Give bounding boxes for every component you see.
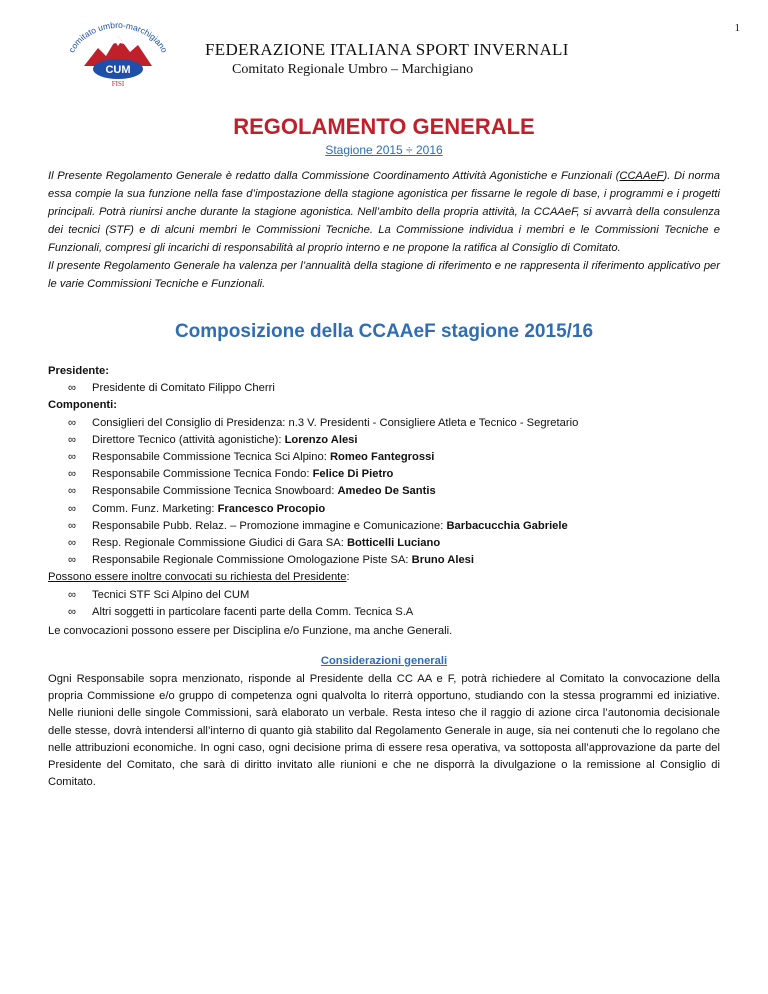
logo-subtext: FISI [111, 80, 125, 88]
considerazioni-body: Ogni Responsabile sopra menzionato, risponde al Presidente della CC AA e F, potrà richiedere al Comitato la convocazione della propria Commissione e/o gruppo di competenza ogni qualvolta lo riterrà opportuno, studiando con la stessa programmi ed iniziative. Nelle riunioni delle singole Commissioni, sarà elaborato un verbale. Resta inteso che il raggio di azione circa l’autonomia decisionale delle stesse, dovrà intendersi all’interno di quanto già stabilito dal Regolamento Generale in auge, sia nei contenuti che lo regolano che nelle attribuzioni economiche. In ogni caso, ogni decisione prima di essere resa operativa, va sottoposta all’approvazione da parte del Presidente del Comitato, che sarà di diritto invitato alle riunioni e che ne disporrà la divulgazione o la remissione al Consiglio di Comitato. [48, 673, 720, 789]
list-item-text: Responsabile Commissione Tecnica Snowboard: [92, 485, 338, 498]
list-item [48, 535, 728, 552]
bullet-icon: ∞ [68, 416, 76, 429]
list-item-text: Comm. Funz. Marketing: [92, 502, 218, 515]
list-item-name: Barbacucchia Gabriele [446, 519, 568, 532]
bullet-icon: ∞ [68, 554, 76, 567]
list-item-text: Responsabile Pubb. Relaz. – Promozione immagine e Comunicazione: [92, 519, 447, 532]
list-item [48, 380, 728, 397]
invitati-items [48, 587, 728, 621]
componenti-label: Componenti: [48, 399, 117, 412]
ccaaef-link[interactable]: CCAAeF [619, 170, 664, 182]
invitati-label: Possono essere inoltre convocati su richiesta del Presidente: [48, 571, 350, 584]
componenti-items [48, 415, 728, 570]
list-item [48, 587, 728, 604]
list-item-text: Consiglieri del Consiglio di Presidenza: n.3 V. Presidenti - Consigliere Atleta e Tecnico - Segretario [92, 416, 579, 429]
considerazioni-title: Considerazioni generali [320, 655, 448, 667]
list-item-text: Direttore Tecnico (attività agonistiche): [92, 433, 285, 446]
presidente-items [48, 380, 728, 397]
list-item [48, 415, 728, 432]
bullet-icon: ∞ [68, 605, 76, 618]
presidente-label: Presidente: [48, 365, 109, 377]
list-item [48, 518, 728, 535]
list-item-text: Tecnici STF Sci Alpino del CUM [92, 588, 250, 601]
list-item-name: Francesco Procopio [217, 502, 326, 515]
list-item-text: Responsabile Commissione Tecnica Fondo: [92, 468, 313, 481]
logo-mark: CUM [105, 64, 131, 76]
org-title: FEDERAZIONE ITALIANA SPORT INVERNALI [205, 40, 569, 59]
list-item [48, 552, 728, 569]
convocazioni-text: Le convocazioni possono essere per Disciplina e/o Funzione, ma anche Generali. [48, 625, 453, 637]
cum-logo [56, 18, 180, 90]
list-item-text: Altri soggetti in particolare facenti parte della Comm. Tecnica S.A [92, 605, 414, 618]
intro-paragraph-2: Il presente Regolamento Generale ha valenza per l’annualità della stagione di riferimento e ne rappresenta il riferimento applicativo per le varie Commissioni Tecniche e Funzionali. [48, 260, 720, 290]
bullet-icon: ∞ [68, 519, 76, 532]
bullet-icon: ∞ [68, 588, 76, 601]
document-title: REGOLAMENTO GENERALE [233, 114, 535, 139]
season-label: Stagione 2015 ÷ 2016 [325, 143, 443, 157]
list-item-name: Amedeo De Santis [337, 485, 436, 498]
intro-text [48, 167, 720, 293]
page-number: 1 [734, 22, 740, 34]
list-item-name: Bruno Alesi [411, 554, 475, 567]
logo-arc-text: comitato umbro-marchigiano [66, 19, 170, 55]
bullet-icon: ∞ [68, 468, 76, 481]
bullet-icon: ∞ [68, 451, 76, 464]
list-item-name: Lorenzo Alesi [284, 433, 358, 446]
bullet-icon: ∞ [68, 502, 76, 515]
bullet-icon: ∞ [68, 433, 76, 446]
list-item [48, 483, 728, 500]
list-item [48, 432, 728, 449]
list-item-name: Botticelli Luciano [346, 537, 441, 550]
list-item-text: Resp. Regionale Commissione Giudici di Gara SA: [92, 537, 347, 550]
bullet-icon: ∞ [68, 382, 76, 395]
org-subtitle: Comitato Regionale Umbro – Marchigiano [232, 62, 474, 77]
composition-title: Composizione della CCAAeF stagione 2015/16 [174, 321, 594, 342]
list-item-name: Romeo Fantegrossi [329, 451, 435, 464]
bullet-icon: ∞ [68, 485, 76, 498]
list-item-text: Presidente di Comitato Filippo Cherri [92, 382, 275, 395]
bullet-icon: ∞ [68, 537, 76, 550]
list-item-text: Responsabile Regionale Commissione Omologazione Piste SA: [92, 554, 412, 567]
list-item [48, 449, 728, 466]
list-item [48, 466, 728, 483]
list-item-name: Felice Di Pietro [312, 468, 394, 481]
list-item-text: Responsabile Commissione Tecnica Sci Alpino: [92, 451, 330, 464]
members-list [48, 363, 728, 621]
list-item [48, 604, 728, 621]
intro-paragraph-1: Il Presente Regolamento Generale è redatto dalla Commissione Coordinamento Attività Agonistiche e Funzionali (CCAAeF). Di norma essa compie la sua funzione nella fase d’impostazione della stagione agonistica per fissarne le regole di base, i programmi e i progetti principali. Potrà riunirsi anche durante la stagione agonistica. Nell’ambito della propria attività, la CCAAeF, si avvarrà della consulenza dei tecnici (STF) e di alcuni membri le Commissioni Tecniche. La Commissione individua i membri e le Commissioni Tecniche e Funzionali, compresi gli incarichi di responsabilità al proprio interno e ne propone la ratifica al Consiglio di Comitato. [48, 170, 720, 254]
list-item [48, 501, 728, 518]
